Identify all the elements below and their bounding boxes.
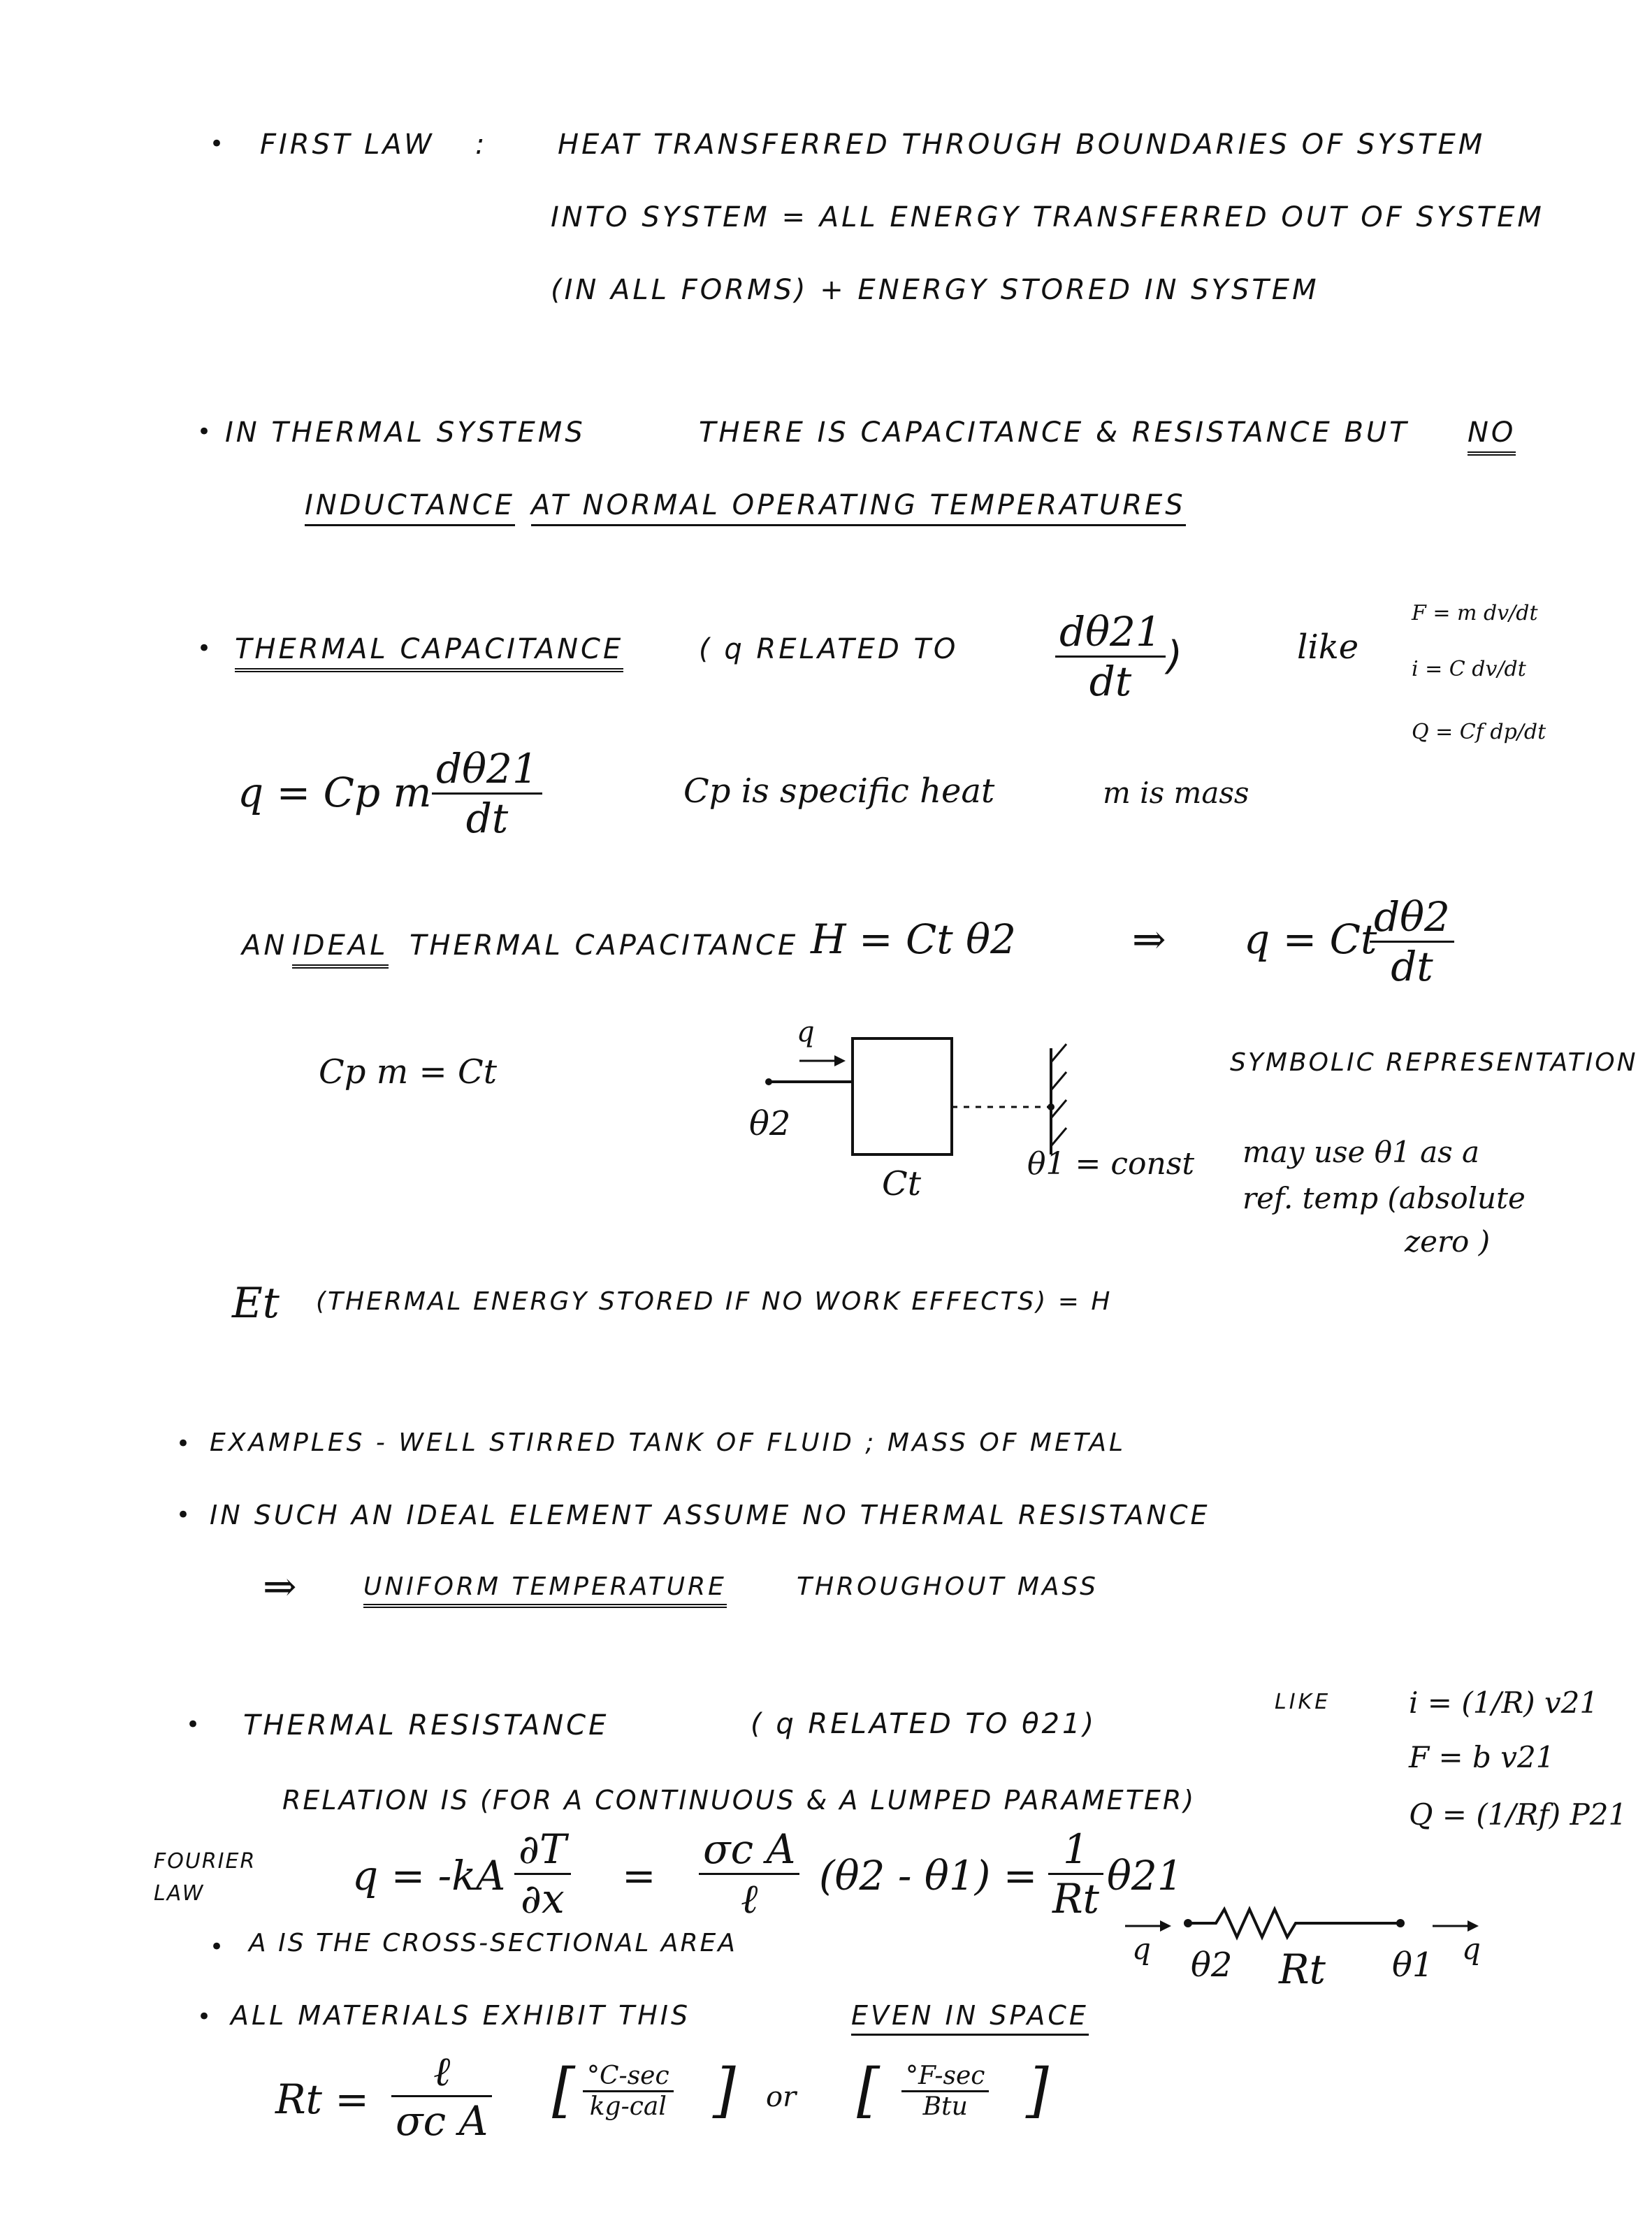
capacitance-equation-left: q = Cp m bbox=[238, 769, 432, 816]
diagram-q-label: q bbox=[797, 1016, 815, 1048]
reference-note-3: zero ) bbox=[1405, 1224, 1491, 1259]
fourier-law-label-1: FOURIER bbox=[154, 1849, 256, 1874]
first-law-colon: : bbox=[475, 129, 488, 161]
reference-note-2: ref. temp (absolute bbox=[1242, 1181, 1526, 1215]
rt-definition-fraction bbox=[391, 2048, 492, 2145]
thermal-systems-no: NO bbox=[1468, 417, 1516, 456]
resistor-wire bbox=[1188, 1909, 1400, 1937]
capacitance-analog-3: Q = Cf dp/dt bbox=[1412, 720, 1546, 744]
fraction-denominator: dt bbox=[1089, 658, 1132, 705]
resistance-analog-3: Q = (1/Rf) P21 bbox=[1409, 1797, 1628, 1832]
unit-bracket-close: ] bbox=[713, 2056, 736, 2124]
capacitance-relation-fraction bbox=[1055, 608, 1166, 705]
ideal-capacitance-equation-2: q = Ct bbox=[1244, 915, 1377, 963]
fraction-denominator: Rt bbox=[1052, 1875, 1099, 1922]
fraction-numerator: ∂T bbox=[514, 1825, 571, 1875]
fourier-eq-q: q = -kA bbox=[352, 1852, 506, 1899]
bullet: • bbox=[197, 418, 212, 446]
diagram-theta1-label: θ1 = const bbox=[1027, 1146, 1195, 1182]
fourier-eq-end: θ21 bbox=[1107, 1852, 1183, 1899]
rt-definition-left: Rt = bbox=[275, 2076, 370, 2123]
fraction-denominator: σc A bbox=[396, 2097, 488, 2145]
materials-note: ALL MATERIALS EXHIBIT THIS bbox=[231, 2000, 691, 2031]
fraction-numerator: 1 bbox=[1048, 1825, 1103, 1875]
diagram-ground-hatch bbox=[1051, 1072, 1066, 1090]
examples-line-1: EXAMPLES - WELL STIRRED TANK OF FLUID ; MASS OF METAL bbox=[210, 1428, 1126, 1457]
diagram-ground-node bbox=[1048, 1103, 1055, 1110]
capacitance-analog-2: i = C dv/dt bbox=[1412, 657, 1526, 681]
unit-bracket-open: [ bbox=[552, 2056, 575, 2124]
bullet: • bbox=[186, 1711, 201, 1739]
mass-note: m is mass bbox=[1103, 776, 1249, 810]
capacitance-equation-fraction bbox=[432, 745, 542, 842]
fraction-denominator: ∂x bbox=[520, 1875, 565, 1922]
implies-arrow: ⇒ bbox=[1132, 915, 1166, 963]
unit-bracket-open: [ bbox=[857, 2056, 880, 2124]
resistor-q-left: q bbox=[1132, 1932, 1151, 1966]
capacitance-heading: THERMAL CAPACITANCE bbox=[235, 633, 623, 672]
capacitance-symbol-diagram bbox=[741, 1020, 1132, 1216]
symbolic-representation: SYMBOLIC REPRESENTATION bbox=[1230, 1048, 1638, 1077]
fourier-eq-resistance bbox=[1048, 1825, 1103, 1922]
thermal-systems-line-1a: IN THERMAL SYSTEMS bbox=[225, 417, 586, 449]
unit-fahrenheit bbox=[901, 2062, 989, 2121]
resistor-theta2: θ2 bbox=[1191, 1946, 1233, 1985]
resistor-node-left bbox=[1184, 1919, 1192, 1927]
diagram-capacitor-box bbox=[853, 1038, 952, 1154]
ideal-capacitance-label: THERMAL CAPACITANCE bbox=[410, 929, 799, 962]
ideal-capacitance-ideal: IDEAL bbox=[292, 929, 389, 969]
fraction-numerator: ℓ bbox=[391, 2048, 492, 2097]
resistance-relation: ( q RELATED TO θ21) bbox=[751, 1708, 1097, 1740]
stored-energy-text: (THERMAL ENERGY STORED IF NO WORK EFFECTS) = H bbox=[316, 1287, 1113, 1316]
resistor-flow-arrowhead-left bbox=[1160, 1920, 1171, 1932]
fraction-denominator: ℓ bbox=[741, 1875, 758, 1922]
bullet: • bbox=[176, 1430, 191, 1458]
fraction-numerator: dθ21 bbox=[432, 745, 542, 795]
first-law-line-3: (IN ALL FORMS) + ENERGY STORED IN SYSTEM bbox=[551, 274, 1319, 306]
reference-note-1: may use θ1 as a bbox=[1242, 1135, 1480, 1169]
resistance-analog-2: F = b v21 bbox=[1409, 1740, 1555, 1774]
fraction-denominator: kg-cal bbox=[589, 2092, 667, 2121]
unit-celsius bbox=[583, 2062, 674, 2121]
first-law-line-2: INTO SYSTEM = ALL ENERGY TRANSFERRED OUT OF SYSTEM bbox=[551, 201, 1544, 233]
bullet: • bbox=[197, 2003, 212, 2031]
bullet: • bbox=[197, 635, 212, 662]
resistance-like: LIKE bbox=[1275, 1690, 1331, 1714]
fourier-eq-equals: = bbox=[622, 1852, 656, 1899]
capacitance-analog-1: F = m dv/dt bbox=[1412, 601, 1538, 625]
diagram-flow-arrowhead bbox=[834, 1055, 846, 1066]
fraction-denominator: dt bbox=[465, 795, 509, 842]
diagram-ct-label: Ct bbox=[882, 1164, 922, 1203]
area-note: A IS THE CROSS-SECTIONAL AREA bbox=[249, 1929, 737, 1957]
resistance-analog-1: i = (1/R) v21 bbox=[1409, 1686, 1599, 1720]
capacitance-like: like bbox=[1297, 628, 1359, 667]
resistor-rt: Rt bbox=[1279, 1946, 1326, 1993]
fourier-law-label-2: LAW bbox=[154, 1881, 205, 1906]
fraction-denominator: Btu bbox=[922, 2092, 968, 2121]
fourier-eq-gradient bbox=[514, 1825, 571, 1922]
fraction-numerator: °F-sec bbox=[901, 2062, 989, 2092]
thermal-systems-line-1b: THERE IS CAPACITANCE & RESISTANCE BUT bbox=[699, 417, 1410, 449]
capacitance-relation-close: ) bbox=[1167, 633, 1185, 679]
thermal-systems-line-2b: AT NORMAL OPERATING TEMPERATURES bbox=[531, 489, 1186, 526]
first-law-line-1: HEAT TRANSFERRED THROUGH BOUNDARIES OF SYSTEM bbox=[558, 129, 1486, 161]
resistor-q-right: q bbox=[1462, 1932, 1481, 1966]
thermal-systems-inductance: INDUCTANCE bbox=[305, 489, 515, 526]
resistor-node-right bbox=[1396, 1919, 1405, 1927]
cp-m-equals-ct: Cp m = Ct bbox=[319, 1052, 497, 1092]
unit-bracket-close: ] bbox=[1026, 2056, 1049, 2124]
capacitance-relation-open: ( q RELATED TO bbox=[699, 633, 959, 665]
examples-line-3: THROUGHOUT MASS bbox=[797, 1572, 1099, 1601]
bullet: • bbox=[210, 1933, 224, 1961]
diagram-ground-hatch bbox=[1051, 1044, 1066, 1062]
ideal-capacitance-equation: H = Ct θ2 bbox=[811, 915, 1016, 963]
resistor-flow-arrowhead-right bbox=[1468, 1920, 1479, 1932]
bullet: • bbox=[176, 1501, 191, 1529]
stored-energy-symbol: Et bbox=[232, 1279, 280, 1328]
diagram-ground-hatch bbox=[1051, 1128, 1066, 1146]
examples-line-2: IN SUCH AN IDEAL ELEMENT ASSUME NO THERMAL RESISTANCE bbox=[210, 1500, 1210, 1530]
even-in-space: EVEN IN SPACE bbox=[851, 2000, 1089, 2036]
fraction-denominator: dt bbox=[1391, 943, 1433, 990]
ideal-capacitance-an: AN bbox=[242, 929, 288, 962]
unit-or: or bbox=[766, 2081, 797, 2113]
fraction-numerator: °C-sec bbox=[583, 2062, 674, 2092]
diagram-node bbox=[765, 1078, 772, 1085]
ideal-capacitance-fraction bbox=[1370, 893, 1454, 990]
bullet: • bbox=[210, 130, 224, 158]
fraction-numerator: dθ2 bbox=[1370, 893, 1454, 943]
fourier-eq-conductance bbox=[699, 1825, 799, 1922]
specific-heat-note: Cp is specific heat bbox=[683, 772, 995, 811]
fraction-numerator: dθ21 bbox=[1055, 608, 1166, 658]
diagram-theta2-label: θ2 bbox=[749, 1104, 791, 1143]
implies-arrow: ⇒ bbox=[263, 1563, 297, 1610]
uniform-temperature: UNIFORM TEMPERATURE bbox=[363, 1572, 727, 1608]
fraction-numerator: σc A bbox=[699, 1825, 799, 1875]
fourier-eq-middle: (θ2 - θ1) = bbox=[819, 1852, 1038, 1899]
resistance-heading: THERMAL RESISTANCE bbox=[243, 1709, 609, 1741]
first-law-label: FIRST LAW bbox=[260, 129, 435, 161]
resistor-theta1: θ1 bbox=[1392, 1946, 1434, 1985]
resistance-relation-line: RELATION IS (FOR A CONTINUOUS & A LUMPED PARAMETER) bbox=[282, 1785, 1196, 1816]
